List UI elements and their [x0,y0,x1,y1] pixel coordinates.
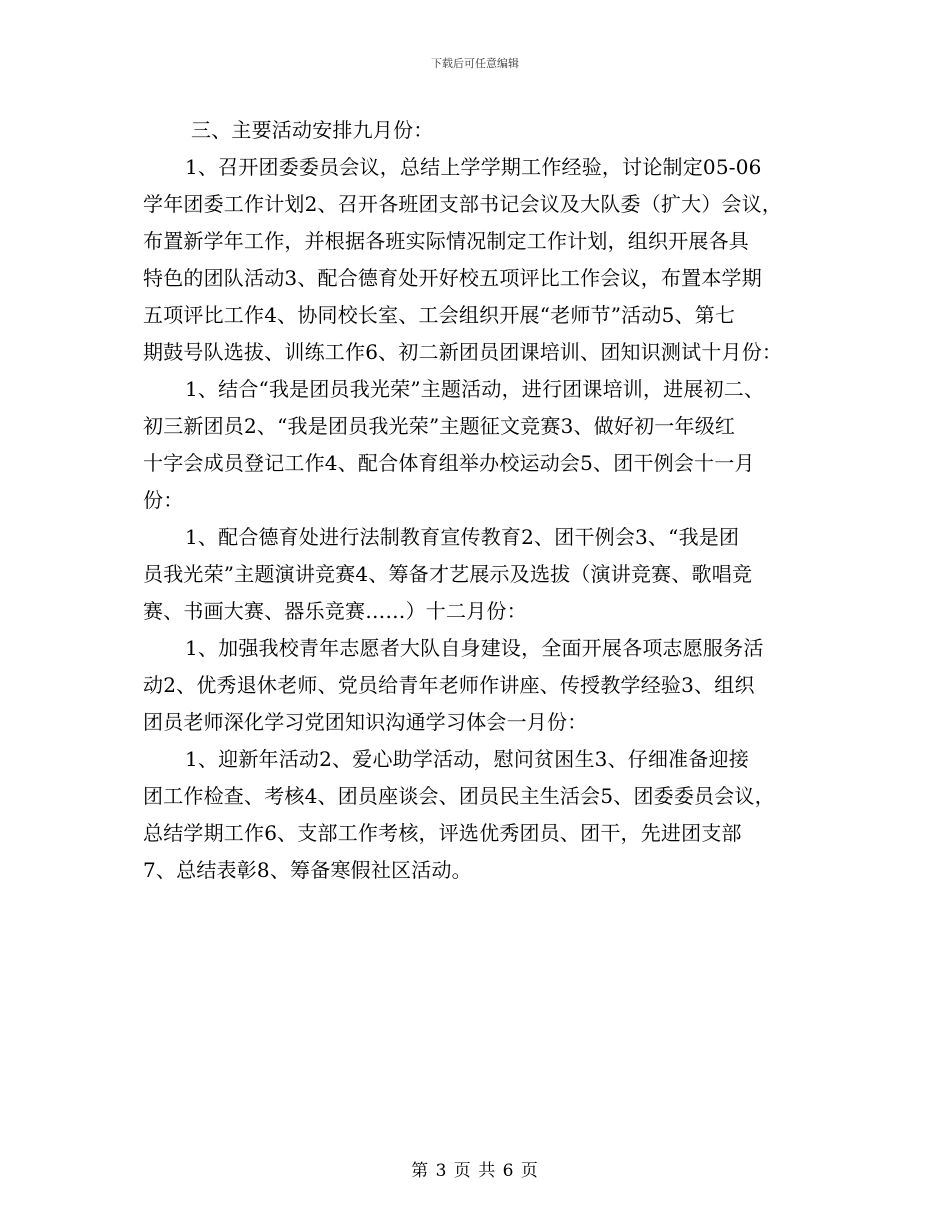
paragraph-line: 特色的团队活动3、配合德育处开好校五项评比工作会议，布置本学期 [143,266,762,290]
paragraph-line: 团工作检查、考核4、团员座谈会、团员民主生活会5、团委委员会议， [143,784,775,808]
paragraph-line: 动2、优秀退休老师、党员给青年老师作讲座、传授教学经验3、组织 [143,673,755,697]
header-note: 下载后可任意编辑 [431,57,519,70]
paragraph-line: 布置新学年工作，并根据各班实际情况制定工作计划，组织开展各具 [143,229,749,253]
paragraph-line: 份： [143,488,184,512]
paragraph-line: 十字会成员登记工作4、配合体育组举办校运动会5、团干例会十一月 [143,451,755,475]
paragraph-line: 学年团委工作计划2、召开各班团支部书记会议及大队委（扩大）会议， [143,192,783,216]
paragraph-line: 1、召开团委委员会议，总结上学学期工作经验，讨论制定05-06 [185,155,762,179]
page-number: 第 3 页 共 6 页 [411,1161,539,1181]
paragraph-line: 团员老师深化学习党团知识沟通学习体会一月份： [143,710,588,734]
paragraph-line: 五项评比工作4、协同校长室、工会组织开展“老师节”活动5、第七 [143,303,736,327]
paragraph-line: 初三新团员2、“我是团员我光荣”主题征文竞赛3、做好初一年级红 [143,414,736,438]
paragraph-line: 赛、书画大赛、器乐竞赛……）十二月份： [143,599,527,623]
paragraph-line: 1、结合“我是团员我光荣”主题活动，进行团课培训，进展初二、 [185,377,765,401]
section-heading: 三、主要活动安排九月份： [191,118,434,142]
paragraph-line: 员我光荣”主题演讲竞赛4、筹备才艺展示及选拔（演讲竞赛、歌唱竞 [143,562,753,586]
paragraph-line: 总结学期工作6、支部工作考核，评选优秀团员、团干，先进团支部 [143,821,742,845]
paragraph-line: 7、总结表彰8、筹备寒假社区活动。 [143,858,472,882]
paragraph-line: 1、迎新年活动2、爱心助学活动，慰问贫困生3、仔细准备迎接 [185,747,749,771]
paragraph-line: 1、配合德育处进行法制教育宣传教育2、团干例会3、“我是团 [185,525,740,549]
paragraph-line: 期鼓号队选拔、训练工作6、初二新团员团课培训、团知识测试十月份： [143,340,783,364]
paragraph-line: 1、加强我校青年志愿者大队自身建设，全面开展各项志愿服务活 [185,636,764,660]
document-body [143,112,828,889]
